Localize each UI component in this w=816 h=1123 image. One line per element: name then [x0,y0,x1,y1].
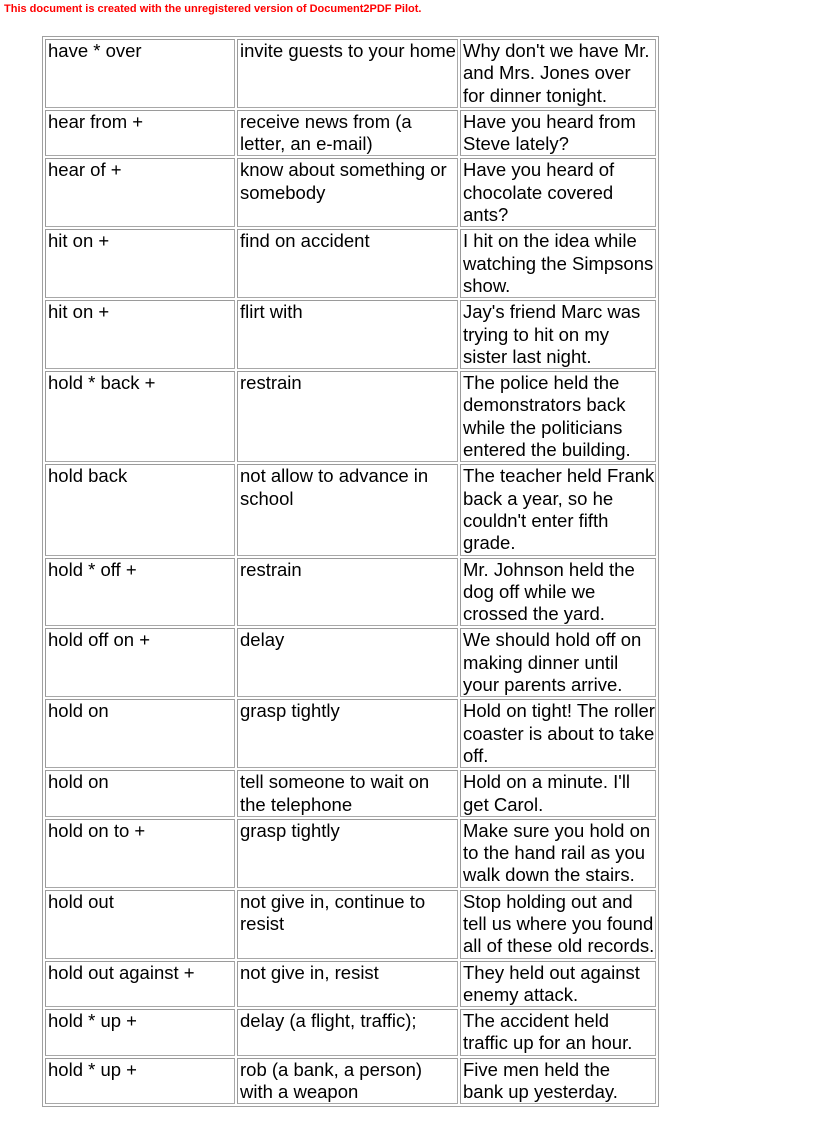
example-cell: Hold on tight! The roller coaster is about to take off. [460,699,656,768]
phrasal-verb-cell: hear of + [45,158,235,227]
phrasal-verbs-table [42,36,659,1107]
example-cell: Five men held the bank up yesterday. [460,1058,656,1105]
table-row [45,1058,656,1105]
meaning-cell: grasp tightly [237,819,458,888]
phrasal-verb-cell: hold out against + [45,961,235,1008]
meaning-cell: restrain [237,558,458,627]
phrasal-verb-cell: hold on [45,699,235,768]
meaning-cell: receive news from (a letter, an e-mail) [237,110,458,157]
table-body [45,39,656,1104]
watermark-notice: This document is created with the unregistered version of Document2PDF Pilot. [4,3,422,15]
phrasal-verb-cell: hold on to + [45,819,235,888]
meaning-cell: know about something or somebody [237,158,458,227]
meaning-cell: not give in, resist [237,961,458,1008]
meaning-cell: rob (a bank, a person) with a weapon [237,1058,458,1105]
table-row [45,371,656,462]
meaning-cell: grasp tightly [237,699,458,768]
phrasal-verb-cell: hold * off + [45,558,235,627]
meaning-cell: flirt with [237,300,458,369]
table-row [45,158,656,227]
example-cell: The accident held traffic up for an hour. [460,1009,656,1056]
meaning-cell: invite guests to your home [237,39,458,108]
table-row [45,770,656,817]
phrasal-verb-cell: hit on + [45,229,235,298]
phrasal-verb-cell: hold * back + [45,371,235,462]
table-row [45,558,656,627]
example-cell: Hold on a minute. I'll get Carol. [460,770,656,817]
example-cell: Have you heard of chocolate covered ants? [460,158,656,227]
table-row [45,39,656,108]
meaning-cell: delay [237,628,458,697]
example-cell: Make sure you hold on to the hand rail as you walk down the stairs. [460,819,656,888]
table-row [45,628,656,697]
example-cell: Mr. Johnson held the dog off while we crossed the yard. [460,558,656,627]
table-row [45,300,656,369]
phrasal-verb-cell: have * over [45,39,235,108]
meaning-cell: delay (a flight, traffic); [237,1009,458,1056]
phrasal-verb-cell: hear from + [45,110,235,157]
table-row [45,699,656,768]
table-row [45,464,656,555]
phrasal-verb-cell: hold off on + [45,628,235,697]
example-cell: I hit on the idea while watching the Simpsons show. [460,229,656,298]
table-row [45,110,656,157]
table-row [45,1009,656,1056]
phrasal-verb-cell: hold * up + [45,1058,235,1105]
example-cell: Jay's friend Marc was trying to hit on my sister last night. [460,300,656,369]
meaning-cell: not allow to advance in school [237,464,458,555]
table-row [45,961,656,1008]
phrasal-verb-cell: hit on + [45,300,235,369]
phrasal-verb-cell: hold back [45,464,235,555]
example-cell: The police held the demonstrators back while the politicians entered the building. [460,371,656,462]
meaning-cell: tell someone to wait on the telephone [237,770,458,817]
phrasal-verb-cell: hold on [45,770,235,817]
example-cell: The teacher held Frank back a year, so he couldn't enter fifth grade. [460,464,656,555]
meaning-cell: not give in, continue to resist [237,890,458,959]
phrasal-verb-cell: hold out [45,890,235,959]
meaning-cell: restrain [237,371,458,462]
phrasal-verb-cell: hold * up + [45,1009,235,1056]
example-cell: Stop holding out and tell us where you found all of these old records. [460,890,656,959]
table-row [45,890,656,959]
table-row [45,229,656,298]
example-cell: Why don't we have Mr. and Mrs. Jones over for dinner tonight. [460,39,656,108]
example-cell: We should hold off on making dinner until your parents arrive. [460,628,656,697]
table-row [45,819,656,888]
example-cell: They held out against enemy attack. [460,961,656,1008]
meaning-cell: find on accident [237,229,458,298]
example-cell: Have you heard from Steve lately? [460,110,656,157]
